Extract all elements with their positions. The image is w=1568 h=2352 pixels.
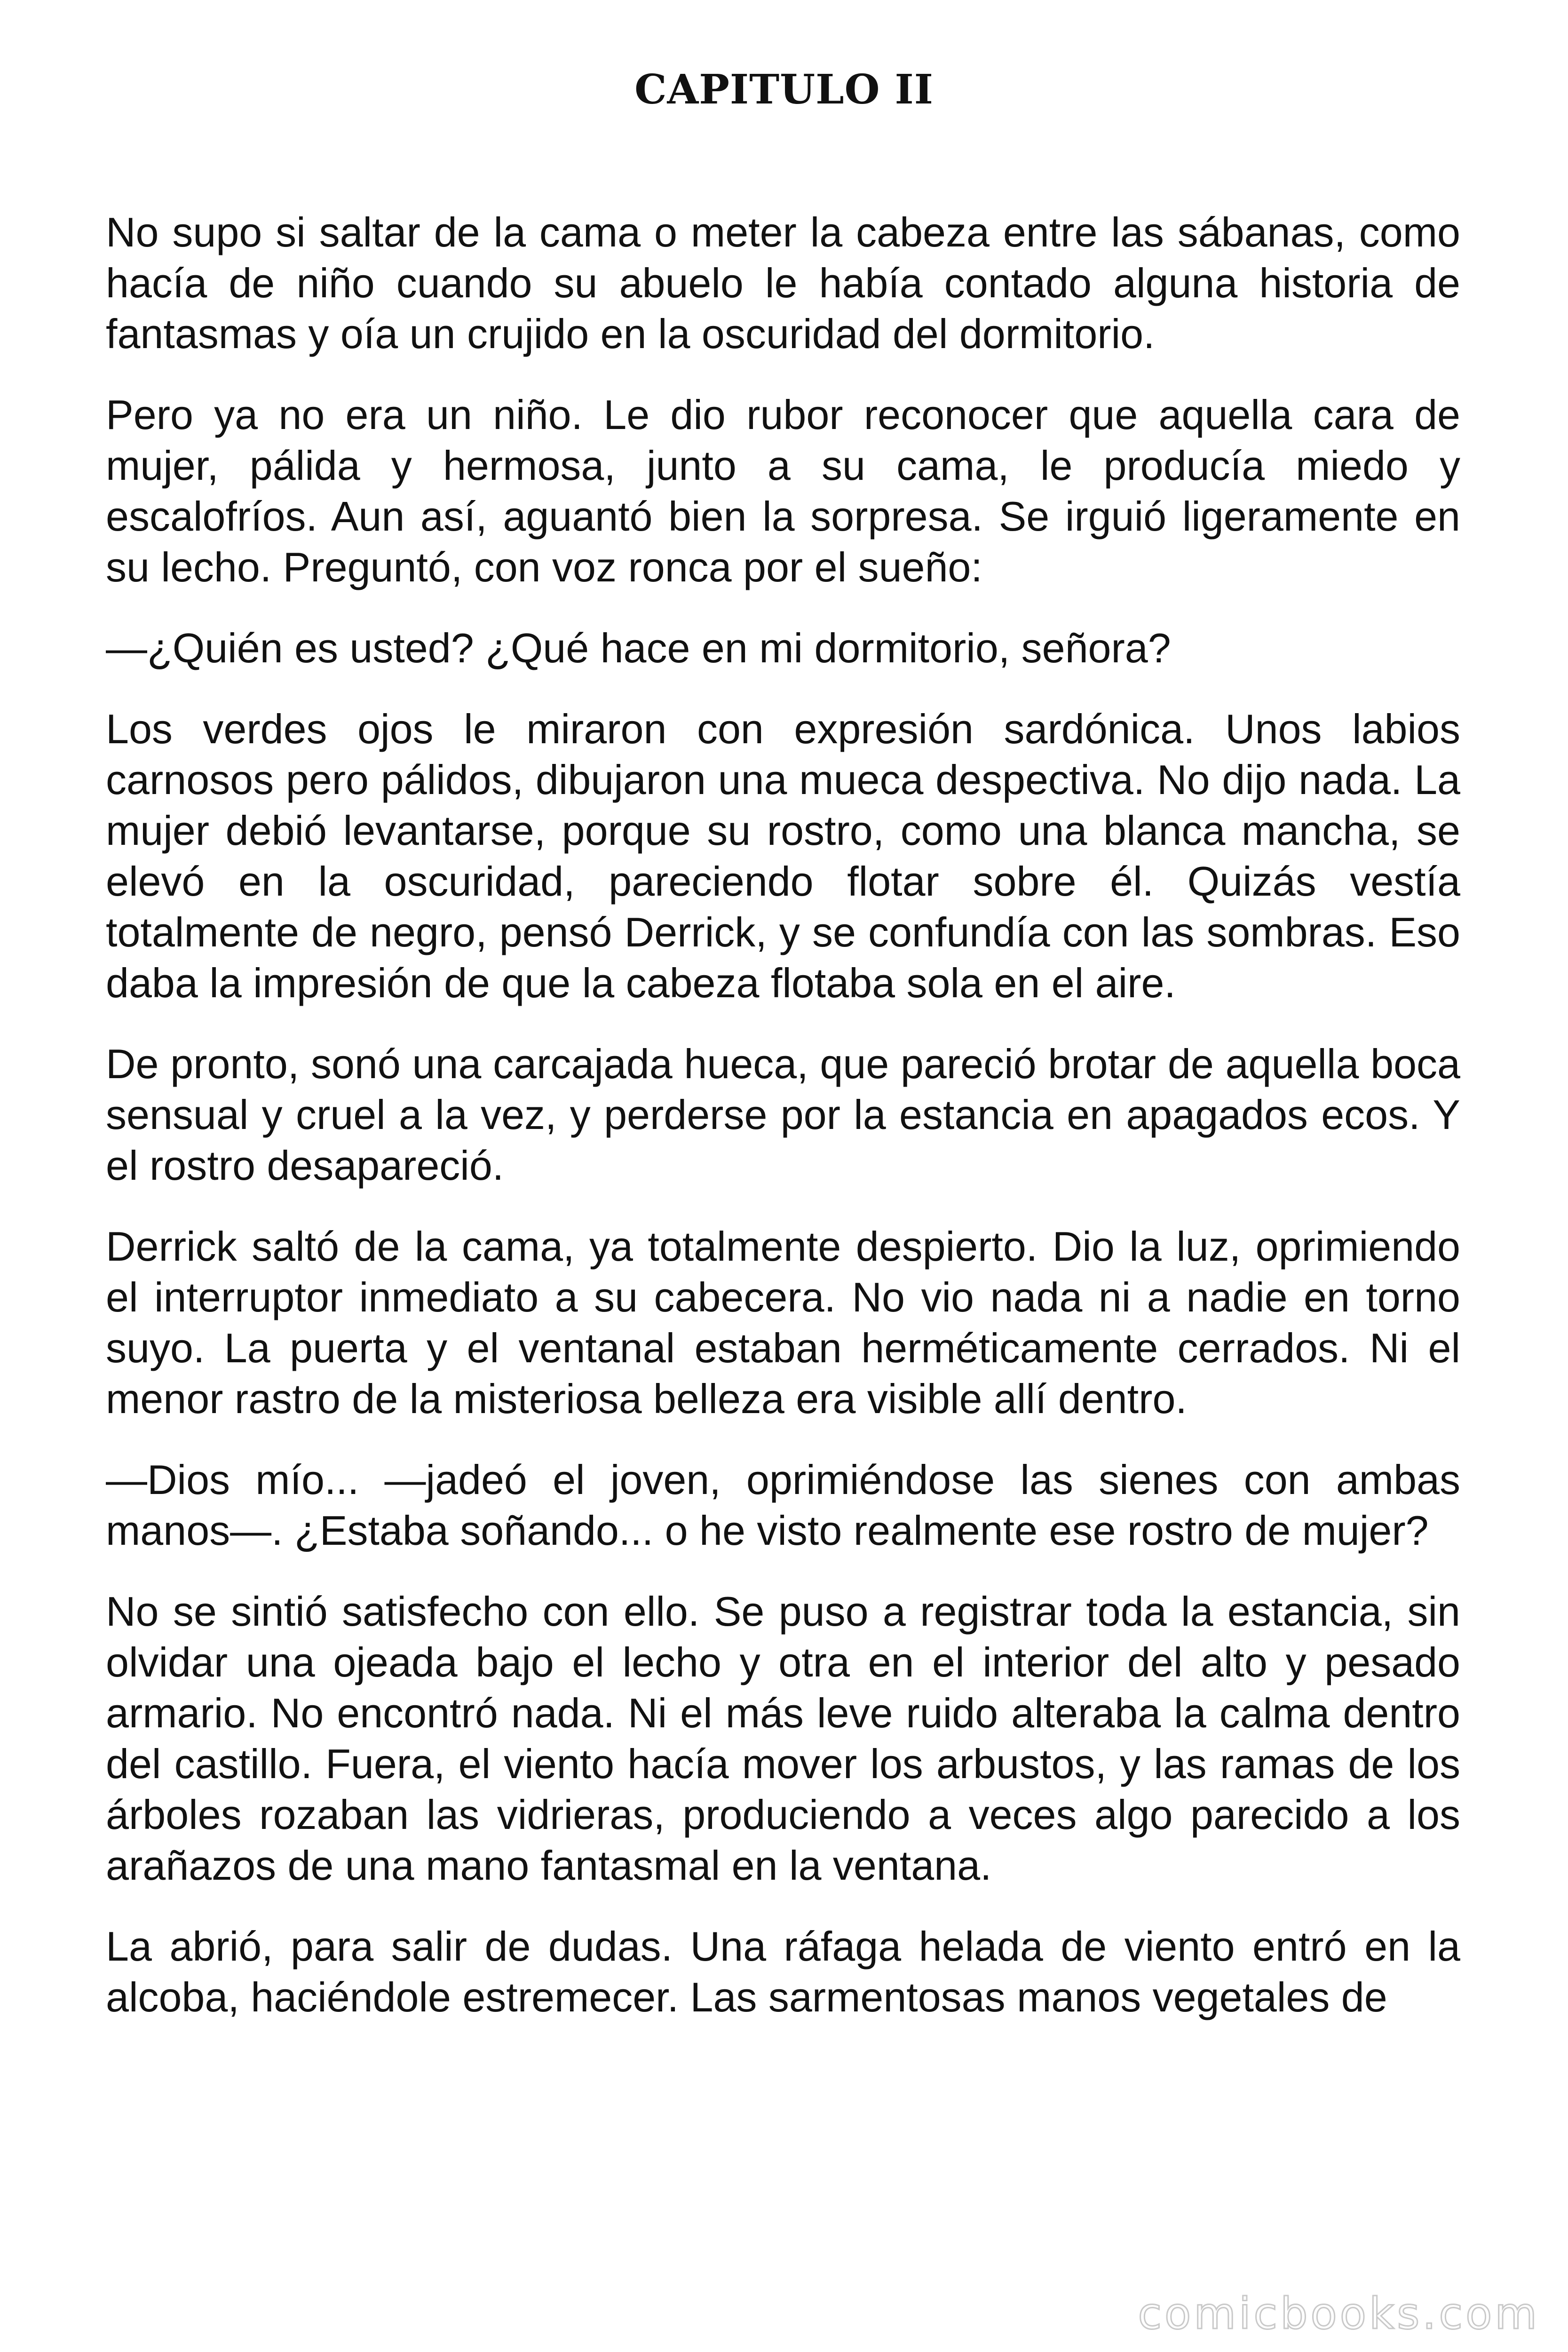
paragraph: La abrió, para salir de dudas. Una ráfaga helada de viento entró en la alcoba, haciéndole estremecer. Las sarmentosas manos vegetales de — [106, 1923, 1460, 2020]
watermark: comicbooks.com — [1138, 2288, 1540, 2339]
paragraph: Pero ya no era un niño. Le dio rubor reconocer que aquella cara de mujer, pálida y hermosa, junto a su cama, le producía miedo y escalofríos. Aun así, aguantó bien la sorpresa. Se irguió ligeramente en su lecho. Preguntó, con voz ronca por el sueño: — [106, 391, 1460, 590]
paragraph: Derrick saltó de la cama, ya totalmente despierto. Dio la luz, oprimiendo el interruptor inmediato a su cabecera. No vio nada ni a nadie en torno suyo. La puerta y el ventanal estaban herméticamente cerrados. Ni el menor rastro de la misteriosa belleza era visible allí dentro. — [106, 1223, 1460, 1422]
paragraph: —Dios mío... —jadeó el joven, oprimiéndose las sienes con ambas manos—. ¿Estaba soñando... o he visto realmente ese rostro de mujer? — [106, 1456, 1460, 1554]
chapter-title: CAPITULO II — [634, 66, 934, 113]
paragraph: No supo si saltar de la cama o meter la cabeza entre las sábanas, como hacía de niño cuando su abuelo le había contado alguna historia de fantasmas y oía un crujido en la oscuridad del dormitorio. — [106, 209, 1460, 357]
chapter-body — [106, 207, 1460, 2053]
paragraph: —¿Quién es usted? ¿Qué hace en mi dormitorio, señora? — [106, 625, 1171, 671]
paragraph: No se sintió satisfecho con ello. Se puso a registrar toda la estancia, sin olvidar una ojeada bajo el lecho y otra en el interior del alto y pesado armario. No encontró nada. Ni el más leve ruido alteraba la calma dentro del castillo. Fuera, el viento hacía mover los arbustos, y las ramas de los árboles rozaban las vidrieras, produciendo a veces algo parecido a los arañazos de una mano fantasmal en la ventana. — [106, 1588, 1460, 1889]
paragraph: Los verdes ojos le miraron con expresión sardónica. Unos labios carnosos pero pálidos, dibujaron una mueca despectiva. No dijo nada. La mujer debió levantarse, porque su rostro, como una blanca mancha, se elevó en la oscuridad, pareciendo flotar sobre él. Quizás vestía totalmente de negro, pensó Derrick, y se confundía con las sombras. Eso daba la impresión de que la cabeza flotaba sola en el aire. — [106, 706, 1460, 1006]
paragraph: De pronto, sonó una carcajada hueca, que pareció brotar de aquella boca sensual y cruel a la vez, y perderse por la estancia en apagados ecos. Y el rostro desapareció. — [106, 1041, 1460, 1189]
